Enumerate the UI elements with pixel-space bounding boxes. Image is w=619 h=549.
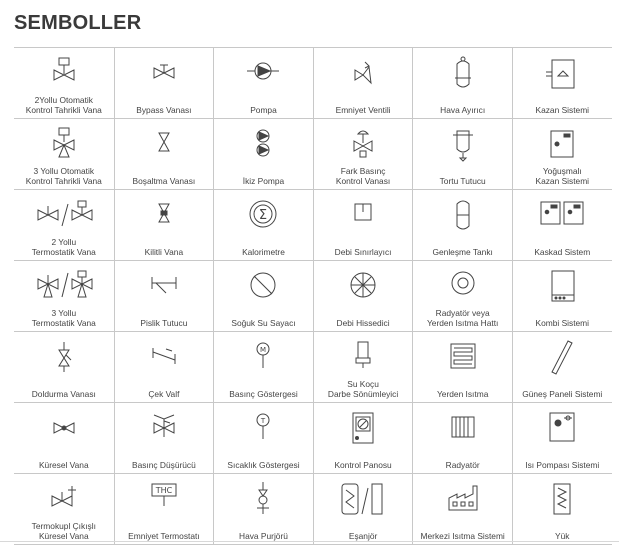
symbol-cell: Kombi Sistemi bbox=[512, 261, 612, 331]
symbol-cell: M Basınç Göstergesi bbox=[213, 332, 313, 402]
symbol-cell: 3 Yollu Otomatik Kontrol Tahrikli Vana bbox=[14, 119, 114, 189]
symbol-cell: Kazan Sistemi bbox=[512, 48, 612, 118]
symbol-cell: Eşanjör bbox=[313, 474, 413, 544]
symbol-cell: Isı Pompası Sistemi bbox=[512, 403, 612, 473]
svg-text:THC: THC bbox=[155, 486, 173, 495]
combi-system-icon bbox=[542, 267, 582, 307]
3way-motorized-valve-icon bbox=[44, 125, 84, 165]
symbol-cell: Debi Hissedici bbox=[313, 261, 413, 331]
symbol-cell: 2 Yollu Termostatik Vana bbox=[14, 190, 114, 260]
thermocouple-ball-valve-icon bbox=[44, 480, 84, 520]
symbol-cell: Hava Ayırıcı bbox=[412, 48, 512, 118]
symbol-cell: Güneş Paneli Sistemi bbox=[512, 332, 612, 402]
load-icon bbox=[542, 480, 582, 520]
symbol-cell: Radyatör bbox=[412, 403, 512, 473]
symbol-cell: Genleşme Tankı bbox=[412, 190, 512, 260]
cascade-system-icon bbox=[537, 196, 587, 236]
symbol-cell: Kontrol Panosu bbox=[313, 403, 413, 473]
condensing-boiler-icon bbox=[542, 125, 582, 165]
drain-valve-icon bbox=[144, 125, 184, 165]
bypass-valve-icon bbox=[144, 54, 184, 94]
page-title: SEMBOLLER bbox=[14, 12, 142, 34]
water-hammer-arrester-icon bbox=[343, 338, 383, 378]
symbol-cell: Fark Basınç Kontrol Vanası bbox=[313, 119, 413, 189]
air-vent-icon bbox=[243, 480, 283, 520]
locked-valve-icon bbox=[144, 196, 184, 236]
safety-thermostat-icon bbox=[144, 480, 184, 520]
symbol-cell: THC Emniyet Termostatı bbox=[114, 474, 214, 544]
symbol-cell: Doldurma Vanası bbox=[14, 332, 114, 402]
pump-icon bbox=[243, 54, 283, 94]
bottom-divider bbox=[0, 541, 619, 542]
symbol-cell: İkiz Pompa bbox=[213, 119, 313, 189]
symbol-cell: Çek Valf bbox=[114, 332, 214, 402]
dirt-separator-icon bbox=[443, 125, 483, 165]
symbol-cell: Debi Sınırlayıcı bbox=[313, 190, 413, 260]
svg-text:M: M bbox=[260, 346, 267, 354]
fill-valve-icon bbox=[44, 338, 84, 378]
symbol-cell: Yoğuşmalı Kazan Sistemi bbox=[512, 119, 612, 189]
2way-thermostatic-valve-icon bbox=[34, 196, 94, 236]
symbol-cell: Yük bbox=[512, 474, 612, 544]
symbol-cell: Kaskad Sistem bbox=[512, 190, 612, 260]
symbol-cell: Pompa bbox=[213, 48, 313, 118]
air-separator-icon bbox=[443, 54, 483, 94]
symbol-cell: Soğuk Su Sayacı bbox=[213, 261, 313, 331]
symbol-cell: Termokupl Çıkışlı Küresel Vana bbox=[14, 474, 114, 544]
symbol-cell: Tortu Tutucu bbox=[412, 119, 512, 189]
heat-pump-icon bbox=[542, 409, 582, 449]
symbol-cell: Hava Purjörü bbox=[213, 474, 313, 544]
differential-pressure-valve-icon bbox=[343, 125, 383, 165]
symbol-cell: Σ Kalorimetre bbox=[213, 190, 313, 260]
symbol-cell: T Sıcaklık Göstergesi bbox=[213, 403, 313, 473]
pressure-gauge-icon bbox=[243, 338, 283, 378]
3way-thermostatic-valve-icon bbox=[34, 267, 94, 307]
pressure-reducer-icon bbox=[144, 409, 184, 449]
svg-text:Σ: Σ bbox=[259, 208, 268, 223]
svg-text:T: T bbox=[261, 417, 266, 425]
solar-panel-icon bbox=[542, 338, 582, 378]
2way-motorized-valve-icon bbox=[44, 54, 84, 94]
heat-exchanger-icon bbox=[338, 480, 388, 520]
symbol-row bbox=[14, 118, 612, 189]
symbol-cell: Su Koçu Darbe Sönümleyici bbox=[313, 332, 413, 402]
symbol-cell: Radyatör veya Yerden Isıtma Hattı bbox=[412, 261, 512, 331]
symbol-cell: Küresel Vana bbox=[14, 403, 114, 473]
symbol-grid bbox=[14, 47, 612, 545]
symbol-cell: Bypass Vanası bbox=[114, 48, 214, 118]
floor-heating-icon bbox=[443, 338, 483, 378]
temperature-gauge-icon bbox=[243, 409, 283, 449]
symbol-cell: Kilitli Vana bbox=[114, 190, 214, 260]
check-valve-icon bbox=[144, 338, 184, 378]
expansion-tank-icon bbox=[443, 196, 483, 236]
central-heating-icon bbox=[443, 480, 483, 520]
symbol-row bbox=[14, 189, 612, 260]
flow-sensor-icon bbox=[343, 267, 383, 307]
control-panel-icon bbox=[343, 409, 383, 449]
symbol-row bbox=[14, 331, 612, 402]
symbol-cell: Emniyet Ventili bbox=[313, 48, 413, 118]
boiler-system-icon bbox=[542, 54, 582, 94]
twin-pump-icon bbox=[243, 125, 283, 165]
symbol-row bbox=[14, 47, 612, 118]
flow-limiter-icon bbox=[343, 196, 383, 236]
radiator-line-icon bbox=[443, 267, 483, 307]
symbol-cell: 3 Yollu Termostatik Vana bbox=[14, 261, 114, 331]
symbol-cell: Pislik Tutucu bbox=[114, 261, 214, 331]
strainer-icon bbox=[144, 267, 184, 307]
symbol-row bbox=[14, 402, 612, 473]
symbol-cell: Yerden Isıtma bbox=[412, 332, 512, 402]
cold-water-meter-icon bbox=[243, 267, 283, 307]
calorimeter-icon bbox=[243, 196, 283, 236]
radiator-icon bbox=[443, 409, 483, 449]
symbol-cell: 2Yollu Otomatik Kontrol Tahrikli Vana bbox=[14, 48, 114, 118]
symbol-row bbox=[14, 473, 612, 545]
symbol-row bbox=[14, 260, 612, 331]
safety-valve-icon bbox=[343, 54, 383, 94]
ball-valve-icon bbox=[44, 409, 84, 449]
symbol-cell: Merkezi Isıtma Sistemi bbox=[412, 474, 512, 544]
symbol-cell: Basınç Düşürücü bbox=[114, 403, 214, 473]
symbol-cell: Boşaltma Vanası bbox=[114, 119, 214, 189]
